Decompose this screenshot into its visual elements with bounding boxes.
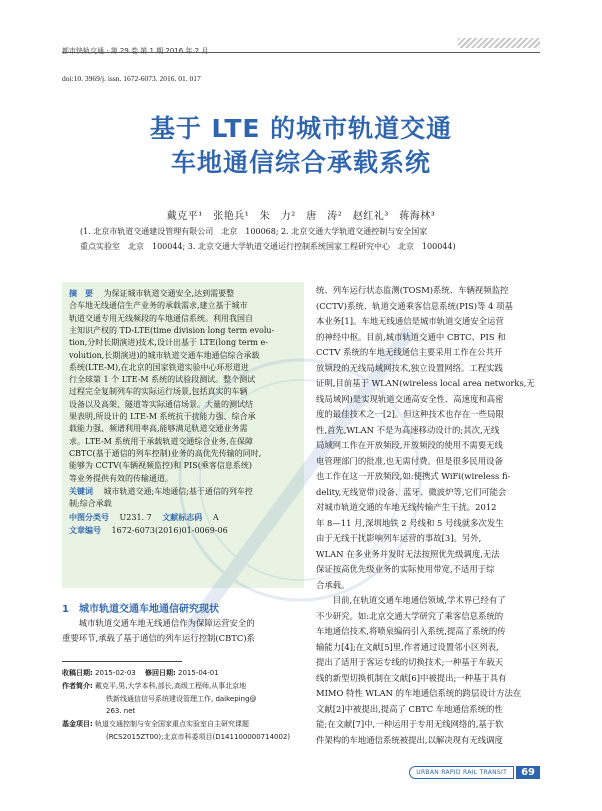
- body-line: 线局域网)是实现轨道交通高安全性、高速度和高密: [316, 393, 504, 404]
- article-title: [62, 112, 540, 180]
- body-line: 输能力[4];在文献[5]里,作者通过设置邻小区列表,: [316, 641, 499, 652]
- body-line: 城市轨道交通车地无线通信作为保障运营安全的: [62, 618, 255, 628]
- right-column-body: [316, 283, 540, 748]
- affiliation-line-1: (1. 北京市轨道交通建设管理有限公司 北京 100068; 2. 北京交通大学轨道交通控制与安全国家: [80, 227, 428, 236]
- body-line: 证明,目前基于 WLAN(wireless local area networks,无: [316, 378, 535, 388]
- received-label: 收稿日期:: [62, 669, 93, 677]
- footer-journal-name: URBAN RAPID RAIL TRANSIT: [409, 766, 514, 779]
- affiliations: [80, 224, 532, 254]
- body-line: 保证按高优先级业务的实际使用带宽,不适用于综: [316, 564, 495, 574]
- section1-body: [62, 616, 306, 646]
- body-line: 重要环节,承载了基于通信的列车运行控制(CBTC)系: [62, 633, 255, 643]
- header-decoration: [458, 38, 540, 48]
- body-line: 文献[2]中被提出,提高了 CBTC 车地通信系统的性: [316, 703, 503, 714]
- body-line: 线的新型切换机制在文献[6]中被提出;一种基于具有: [316, 672, 507, 683]
- affiliation-line-2: 重点实验室 北京 100044; 3. 北京交通大学轨道交通运行控制系统国家工程研究中心 北京 100044): [80, 242, 456, 251]
- doc-code-value: A: [212, 513, 219, 522]
- doc-code-label: 文献标志码: [162, 513, 203, 522]
- page-number: 69: [516, 766, 540, 779]
- dates-line: [62, 667, 306, 680]
- received-value: 2015-02-03: [95, 669, 136, 677]
- body-line: 由于无线干扰影响列车运营的事故[3]。另外,: [316, 533, 482, 543]
- doi: doi:10. 3969/j. issn. 1672-6073. 2016. 01. 017: [62, 74, 201, 83]
- author-bio-line: 铁新线通信信号系统建设管理工作, daikeping@: [106, 694, 257, 703]
- author-list: 戴克平¹ 张艳兵¹ 朱 力² 唐 涛² 赵红礼³ 蒋海林³: [166, 211, 436, 222]
- abstract-line: 载能力强、频谱利用率高,能够满足轨道交通业务需: [69, 424, 248, 434]
- article-no-line: [69, 525, 297, 537]
- body-line: (CCTV)系统、轨道交通乘客信息系统(PIS)等 4 项基: [316, 300, 513, 311]
- article-no-value: 1672-6073(2016)01-0069-06: [111, 526, 228, 535]
- author-bio-label: 作者简介:: [62, 681, 93, 690]
- fund-line: (RCS2015ZT00);北京市科委项目(D141100000714002): [106, 732, 291, 741]
- body-line: 局域网工作在开放频段,开放频段的使用不需要无线: [316, 440, 503, 450]
- body-line: MIMO 特性 WLAN 的车地通信系统的跨层设计方法在: [316, 688, 522, 698]
- body-line: 能;在文献[7]中,一种运用于专用无线网络的,基于软: [316, 719, 504, 729]
- abstract-line: 求。LTE-M 系统用于承载轨道交通综合业务,在保障: [69, 436, 253, 446]
- body-line: 提出了适用于客运专线的切换技术;一种基于车载天: [316, 657, 504, 667]
- abstract-line: 设备以及高架、隧道等实际通信场景。大量的测试结: [69, 399, 253, 409]
- abstract-line: CBTC(基于通信的列车控制)业务的高优先传输的同时,: [69, 448, 262, 458]
- abstract-line: 过程完全复制列车的实际运行场景,包括真实的车辆: [69, 387, 248, 397]
- body-line: 的神经中枢。目前,城市轨道交通中 CBTC、PIS 和: [316, 331, 506, 342]
- revised-label: 修回日期:: [144, 669, 176, 677]
- clc-line: [69, 512, 297, 524]
- abstract-line: 轨道交通专用无线频段的车地通信系统。利用我国自: [69, 313, 253, 323]
- running-header: [62, 38, 540, 55]
- keywords-label: 关键词: [69, 487, 93, 496]
- keywords-line-2: 制;综合承载: [69, 499, 112, 509]
- abstract-line: tion,分时长期演进)技术,设计出基于 LTE(long term e-: [69, 338, 268, 348]
- body-line: CCTV 系统的车地无线通信主要采用工作在公共开: [316, 347, 503, 357]
- section-heading: 1 城市轨道交通车地通信研究现状: [62, 604, 219, 615]
- abstract-box: [62, 282, 304, 588]
- body-line: 性,首先,WLAN 不是为高速移动设计的;其次,无线: [316, 424, 500, 435]
- body-line: 件架构的车地通信系统被提出,以解决现有无线调度: [316, 734, 503, 745]
- abstract-line: 合车地无线通信生产业务的承载需求,建立基于城市: [69, 301, 248, 311]
- clc-value: U231. 7: [119, 513, 152, 522]
- abstract-line: volution,长期演进)的城市轨道交通车地通信综合承载: [69, 350, 260, 360]
- fund-label: 基金项目:: [62, 720, 93, 729]
- abstract-line: 能够为 CCTV(车辆视频监控)和 PIS(乘客信息系统): [69, 461, 252, 471]
- header-rule: [62, 52, 540, 53]
- page-footer: [409, 764, 540, 780]
- title-line-2: 车地通信综合承载系统: [170, 148, 431, 177]
- body-line: 合承载。: [316, 579, 350, 590]
- body-line: 年 8—11 月,深圳地铁 2 号线和 5 号线就多次发生: [316, 517, 504, 528]
- revised-value: 2015-04-01: [178, 669, 219, 677]
- body-line: WLAN 在多业务并发时无法按照优先级调度,无法: [316, 548, 500, 559]
- abstract-line: 行全球第 1 个 LTE-M 系统的试验段测试。整个测试: [69, 375, 256, 385]
- body-line: 电管理部门的批准,也无需付费。但是很多民用设备: [316, 455, 503, 466]
- author-bio-line: 263. net: [106, 707, 136, 716]
- body-line: 不少研究。如:北京交通大学研究了乘客信息系统的: [316, 610, 504, 621]
- body-line: 目前,在轨道交通车地通信领域,学术界已经有了: [316, 595, 506, 605]
- body-line: delity,无线宽带)设备、蓝牙、微波炉等,它们可能会: [316, 486, 507, 497]
- author-bio-line: 作者简介: 戴克平,男,大学本科,部长,高级工程师,从事北京地: [62, 681, 247, 690]
- body-line: 统、列车运行状态监测(TOSM)系统、车辆视频监控: [316, 285, 509, 295]
- article-no-label: 文章编号: [69, 526, 101, 535]
- keywords-line: [69, 486, 297, 498]
- fund-line: 基金项目: 轨道交通控制与安全国家重点实验室自主研究课题: [62, 720, 250, 729]
- journal-issue-info: 都市快轨交通 · 第 29 卷 第 1 期 2016 年 2 月: [62, 47, 209, 55]
- clc-label: 中图分类号: [69, 513, 109, 522]
- abstract-line: 摘 要 为保证城市轨道交通安全,达到需要整: [69, 289, 235, 298]
- abstract-label: 摘 要: [69, 289, 93, 298]
- abstract-line: 等业务提供有效的传输通道。: [69, 473, 173, 483]
- abstract-line: 系统(LTE-M),在北京的国家铁道实验中心环形道进: [69, 362, 249, 372]
- footnote-rule: [62, 661, 182, 662]
- body-line: 度的最佳技术之一[2]。但这种技术也存在一些局限: [316, 409, 504, 419]
- abstract-line: 主知识产权的 TD-LTE(time division long term evolu-: [69, 325, 275, 335]
- keywords-value: 城市轨道交通;车地通信;基于通信的列车控: [103, 487, 253, 496]
- body-line: 车地通信技术,将喷泉编码引入系统,提高了系统的传: [316, 626, 506, 636]
- body-line: 对城市轨道交通的车地无线传输产生干扰。2012: [316, 502, 497, 512]
- body-line: 本业务[1]。车地无线通信是城市轨道交通安全运营: [316, 316, 504, 326]
- body-line: 也工作在这一开放频段,如:便携式 WiFi(wireless fi-: [316, 471, 511, 481]
- body-line: 放频段的无线局域网技术,独立设置网络。工程实践: [316, 362, 503, 373]
- abstract-line: 果表明,所设计的 LTE-M 系统抗干扰能力强、综合承: [69, 412, 256, 421]
- footnotes: [62, 667, 306, 744]
- title-line-1: 基于 LTE 的城市轨道交通: [149, 114, 453, 143]
